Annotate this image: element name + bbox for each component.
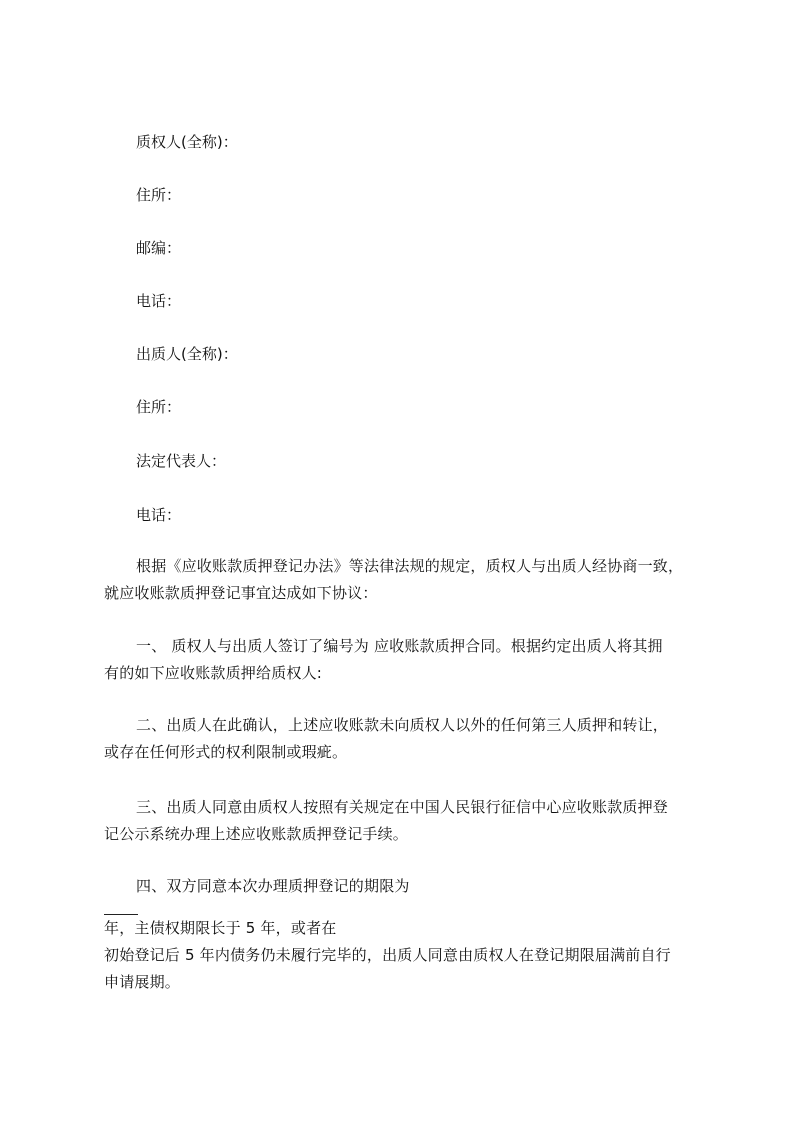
pledgor-address-label: 住所：	[136, 398, 182, 416]
clause-4-line-3: 申请展期。	[104, 973, 181, 991]
clause-4-paragraph	[104, 873, 716, 996]
clause-4-line-2: 初始登记后 5 年内债务仍未履行完毕的，出质人同意由质权人在登记期限届满前自行	[104, 946, 671, 964]
pledgor-phone-label: 电话：	[136, 506, 182, 524]
clause-2-paragraph	[104, 712, 716, 766]
pledgee-address-label: 住所：	[136, 186, 182, 204]
pledgee-phone-label: 电话：	[136, 292, 182, 310]
clause-4-line-1-part-a: 四、双方同意本次办理质押登记的期限为	[136, 877, 410, 895]
clause-1-paragraph	[104, 633, 716, 687]
clause-4-line-1-part-b: 年，主债权期限长于 5 年，或者在	[104, 919, 337, 937]
clause-1-line-1: 一、 质权人与出质人签订了编号为 应收账款质押合同。根据约定出质人将其拥	[136, 637, 663, 655]
pledgor-name-label: 出质人(全称)：	[136, 345, 238, 363]
clause-1-line-2: 有的如下应收账款质押给质权人:	[104, 664, 323, 682]
pledgor-legal-rep-label: 法定代表人：	[136, 452, 227, 470]
clause-4-line-1	[104, 873, 716, 942]
pledgee-postcode-label: 邮编：	[136, 239, 182, 257]
clause-3-line-2: 记公示系统办理上述应收账款质押登记手续。	[104, 825, 409, 843]
clause-3-line-1: 三、出质人同意由质权人按照有关规定在中国人民银行征信中心应收账款质押登	[136, 798, 669, 816]
term-years-blank	[104, 900, 138, 915]
preamble-line-1: 根据《应收账款质押登记办法》等法律法规的规定，质权人与出质人经协商一致，	[136, 557, 684, 575]
preamble-paragraph	[104, 553, 716, 607]
clause-2-line-1: 二、出质人在此确认，上述应收账款未向质权人以外的任何第三人质押和转让，	[136, 716, 669, 734]
clause-2-line-2: 或存在任何形式的权利限制或瑕疵。	[104, 743, 348, 761]
preamble-line-2: 就应收账款质押登记事宜达成如下协议：	[104, 584, 378, 602]
clause-3-paragraph	[104, 794, 716, 848]
pledgee-name-label: 质权人(全称)：	[136, 133, 238, 151]
